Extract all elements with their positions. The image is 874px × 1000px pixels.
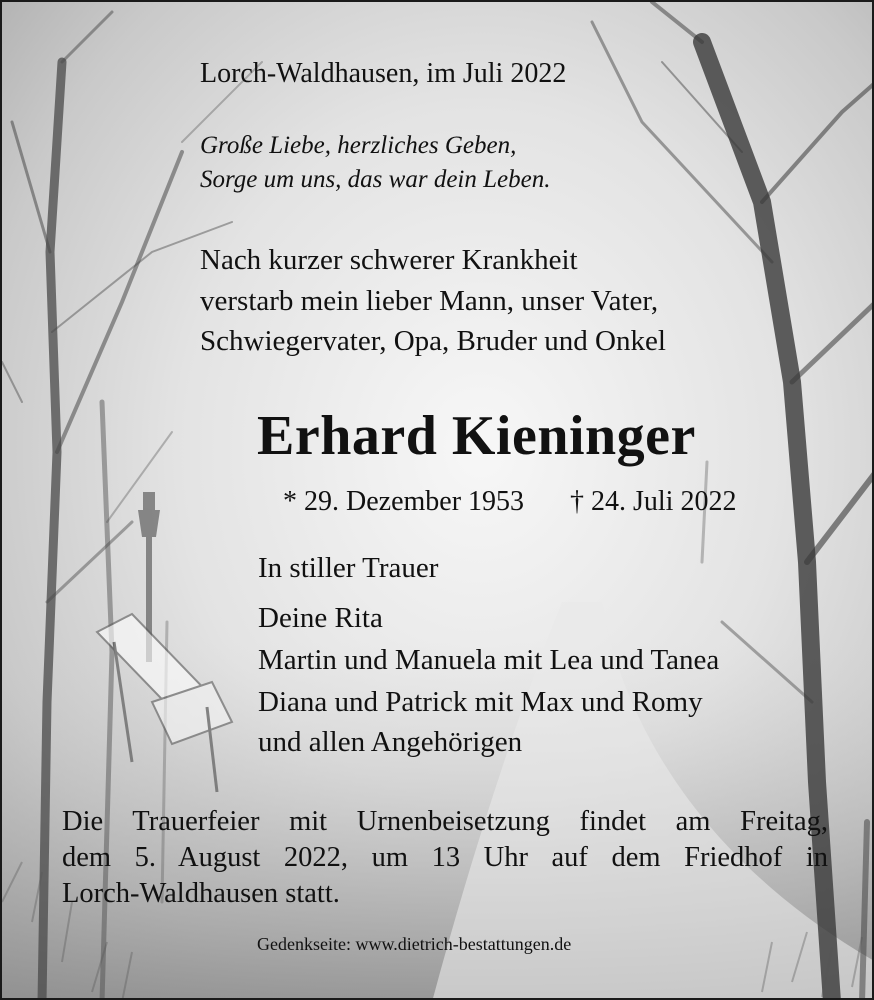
verse-line-1: Große Liebe, herzliches Geben, [200,132,517,159]
memorial-page-link[interactable]: Gedenkseite: www.dietrich-bestattungen.de [257,934,572,954]
funeral-line-1: Die Trauerfeier mit Urnenbeisetzung findet am Freitag, [62,806,828,837]
intro-line-1: Nach kurzer schwerer Krankheit [200,244,578,276]
deceased-name: Erhard Kieninger [257,405,696,467]
verse-line-2: Sorge um uns, das war dein Leben. [200,166,551,193]
intro-line-3: Schwiegervater, Opa, Bruder und Onkel [200,325,666,357]
funeral-line-2: dem 5. August 2022, um 13 Uhr auf dem Friedhof in [62,842,828,873]
funeral-line-3: Lorch-Waldhausen statt. [62,878,340,909]
mourner-1: Deine Rita [258,602,383,634]
mourner-4: und allen Angehörigen [258,726,523,758]
place-date: Lorch-Waldhausen, im Juli 2022 [200,58,567,89]
mourning-line: In stiller Trauer [258,552,439,584]
mourner-2: Martin und Manuela mit Lea und Tanea [258,644,720,676]
mourner-3: Diana und Patrick mit Max und Romy [258,686,703,718]
funeral-info [62,804,828,912]
intro-line-2: verstarb mein lieber Mann, unser Vater, [200,285,659,317]
death-date: † 24. Juli 2022 [570,486,737,517]
birth-date: * 29. Dezember 1953 [283,486,525,517]
